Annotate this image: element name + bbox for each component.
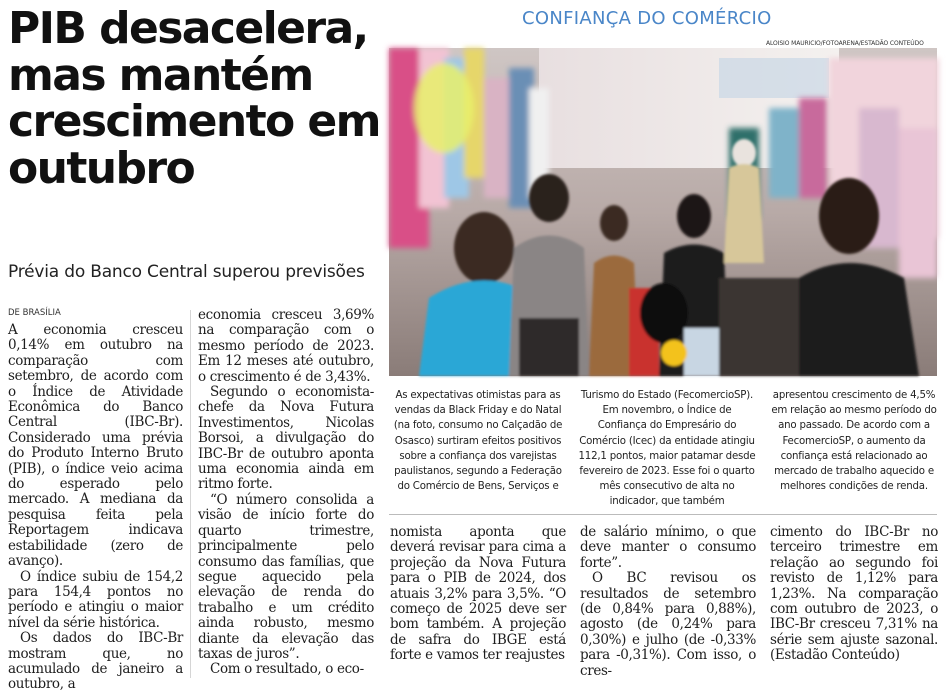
dateline: DE BRASÍLIA <box>8 308 61 318</box>
article-column-4 <box>580 525 756 680</box>
photo-caption-3: apresentou crescimento de 4,5% em relação ao mesmo período do ano passado. De acordo com a FecomercioSP, o aumento da confiança está relacionado ao mercado de trabalho aquecido e melhores condições de renda. <box>771 390 937 493</box>
caption-divider <box>389 514 937 515</box>
photo-caption-1: As expectativas otimistas para as vendas da Black Friday e do Natal (na foto, consumo no Calçadão de Osasco) surtiram efeitos positivos sobre a confiança dos varejistas paulistanos, segundo a Federação do Comércio de Bens, Serviços e <box>393 390 563 493</box>
paragraph: O BC revisou os resultados de setembro (de 0,84% para 0,88%), agosto (de 0,24% para 0,30%) e julho (de -0,33% para -0,31%). Com isso, o cres- <box>580 570 756 679</box>
paragraph: A economia cresceu 0,14% em outubro na comparação com setembro, de acordo com o Índice de Atividade Econômica do Banco Central (IBC-Br). Considerado uma prévia do Produto Interno Bruto (PIB), o índice veio acima do esperado pelo mercado. A mediana da pesquisa feita pela Reportagem indicava estabilidade (zero de avanço). <box>8 322 183 570</box>
headline: PIB desacelera, mas mantém crescimento em outubro <box>8 3 380 194</box>
paragraph: Os dados do IBC-Br mostram que, no acumulado de janeiro a outubro, a <box>8 630 183 693</box>
paragraph: economia cresceu 3,69% na comparação com o mesmo período de 2023. Em 12 meses até outubro, o crescimento é de 3,43%. <box>198 307 374 385</box>
paragraph: O índice subiu de 154,2 para 154,4 pontos no período e atingiu o maior nível da série histórica. <box>8 568 183 631</box>
section-tag: CONFIANÇA DO COMÉRCIO <box>522 8 772 29</box>
subheadline: Prévia do Banco Central superou previsões <box>8 262 365 282</box>
news-photo <box>389 48 937 376</box>
paragraph: “O número consolida a visão de início forte do quarto trimestre, principalmente pelo consumo das famílias, que segue aquecido pela elevação de renda do trabalho e um crédito ainda robusto, mesmo diante da elevação das taxas de juros”. <box>198 491 374 662</box>
article-column-3 <box>390 525 566 680</box>
photo-caption-2: Turismo do Estado (FecomercioSP). Em novembro, o Índice de Confiança do Empresário do Comércio (Icec) da entidade atingiu 112,1 pontos, maior patamar desde fevereiro de 2023. Esse foi o quarto mês consecutivo de alta no indicador, que também <box>578 390 756 508</box>
paragraph: Segundo o economista-chefe da Nova Futura Investimentos, Nicolas Borsoi, a divulgação do IBC-Br de outubro aponta uma economia ainda em ritmo forte. <box>198 384 374 493</box>
column-divider <box>190 310 191 678</box>
article-column-2 <box>198 308 374 680</box>
article-column-1 <box>8 322 183 693</box>
paragraph: Com o resultado, o eco- <box>210 661 364 678</box>
paragraph: nomista aponta que deverá revisar para cima a projeção da Nova Futura para o PIB de 2024, dos atuais 3,2% para 3,5%. “O começo de 2025 deve ser bom também. A projeção de safra do IBGE está forte e vamos ter reajustes <box>390 524 566 664</box>
photo-illustration <box>389 48 937 376</box>
paragraph: cimento do IBC-Br no terceiro trimestre em relação ao segundo foi revisto de 1,12% para 1,23%. Na comparação com outubro de 2023, o IBC-Br cresceu 7,31% na série sem ajuste sazonal. (Estadão Conteúdo) <box>770 524 938 664</box>
paragraph: de salário mínimo, o que deve manter o consumo forte”. <box>580 524 756 571</box>
article-column-5 <box>770 525 938 680</box>
photo-credit: ALOISIO MAURICIO/FOTOARENA/ESTADÃO CONTEÚDO <box>766 40 924 47</box>
